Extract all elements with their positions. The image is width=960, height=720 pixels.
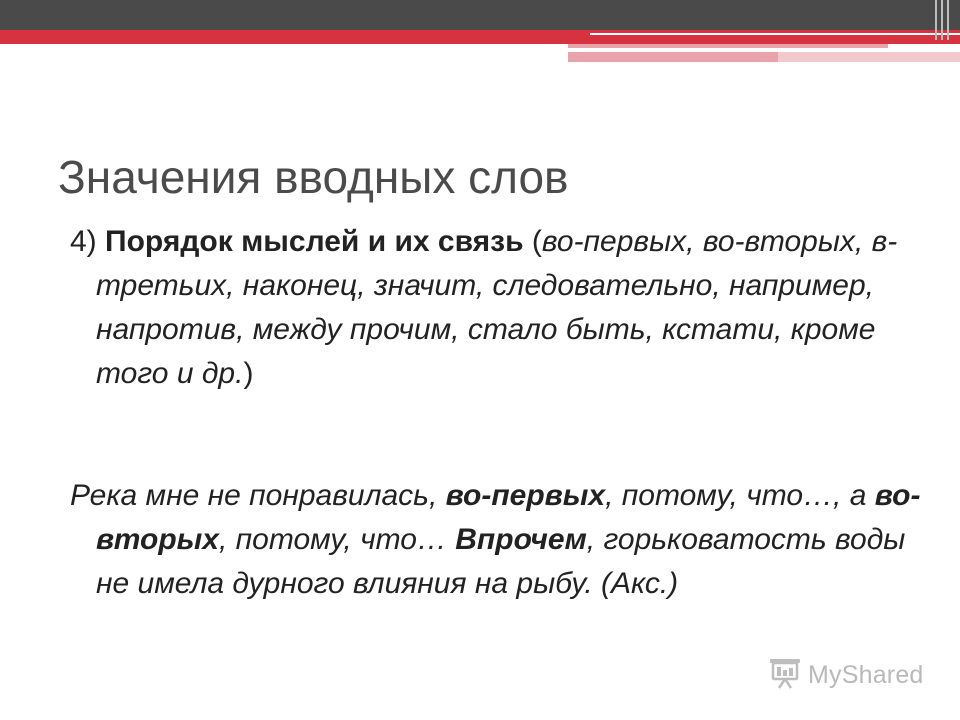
decorative-line bbox=[941, 0, 943, 40]
example-text: , горьковатость воды не имела дурного влияния на рыбу. (Акс.) bbox=[96, 523, 906, 600]
rule-heading: Порядок мыслей и их связь bbox=[105, 225, 524, 258]
example-text: , потому, что…, а bbox=[605, 479, 875, 512]
decorative-stripe bbox=[778, 52, 960, 62]
header-bar bbox=[0, 0, 960, 30]
decorative-stripe bbox=[590, 33, 960, 35]
item-number: 4) bbox=[70, 225, 97, 258]
highlight-word: во-вторых bbox=[96, 479, 921, 556]
watermark-text: MyShared bbox=[808, 660, 924, 689]
decorative-line bbox=[947, 0, 949, 40]
presentation-screen-icon bbox=[768, 656, 802, 695]
example-paragraph bbox=[70, 474, 926, 606]
highlight-word: Впрочем bbox=[455, 523, 587, 556]
highlight-word: во-первых bbox=[445, 479, 606, 512]
open-paren: ( bbox=[531, 225, 542, 258]
example-text: Река мне не понравилась, bbox=[70, 479, 446, 512]
decorative-stripe bbox=[568, 44, 888, 48]
slide-title: Значения вводных слов bbox=[58, 151, 569, 203]
rule-examples: во-первых, во-вторых, в-третьих, наконец, значит, следовательно, например, напротив, между прочим, стало быть, кстати, кроме того и др. bbox=[96, 225, 898, 390]
decorative-stripe bbox=[568, 52, 778, 62]
watermark-logo bbox=[768, 658, 924, 692]
example-text: , потому, что… bbox=[218, 523, 456, 556]
decorative-line bbox=[935, 0, 937, 40]
rule-paragraph bbox=[70, 220, 926, 396]
close-paren: ) bbox=[243, 357, 254, 390]
